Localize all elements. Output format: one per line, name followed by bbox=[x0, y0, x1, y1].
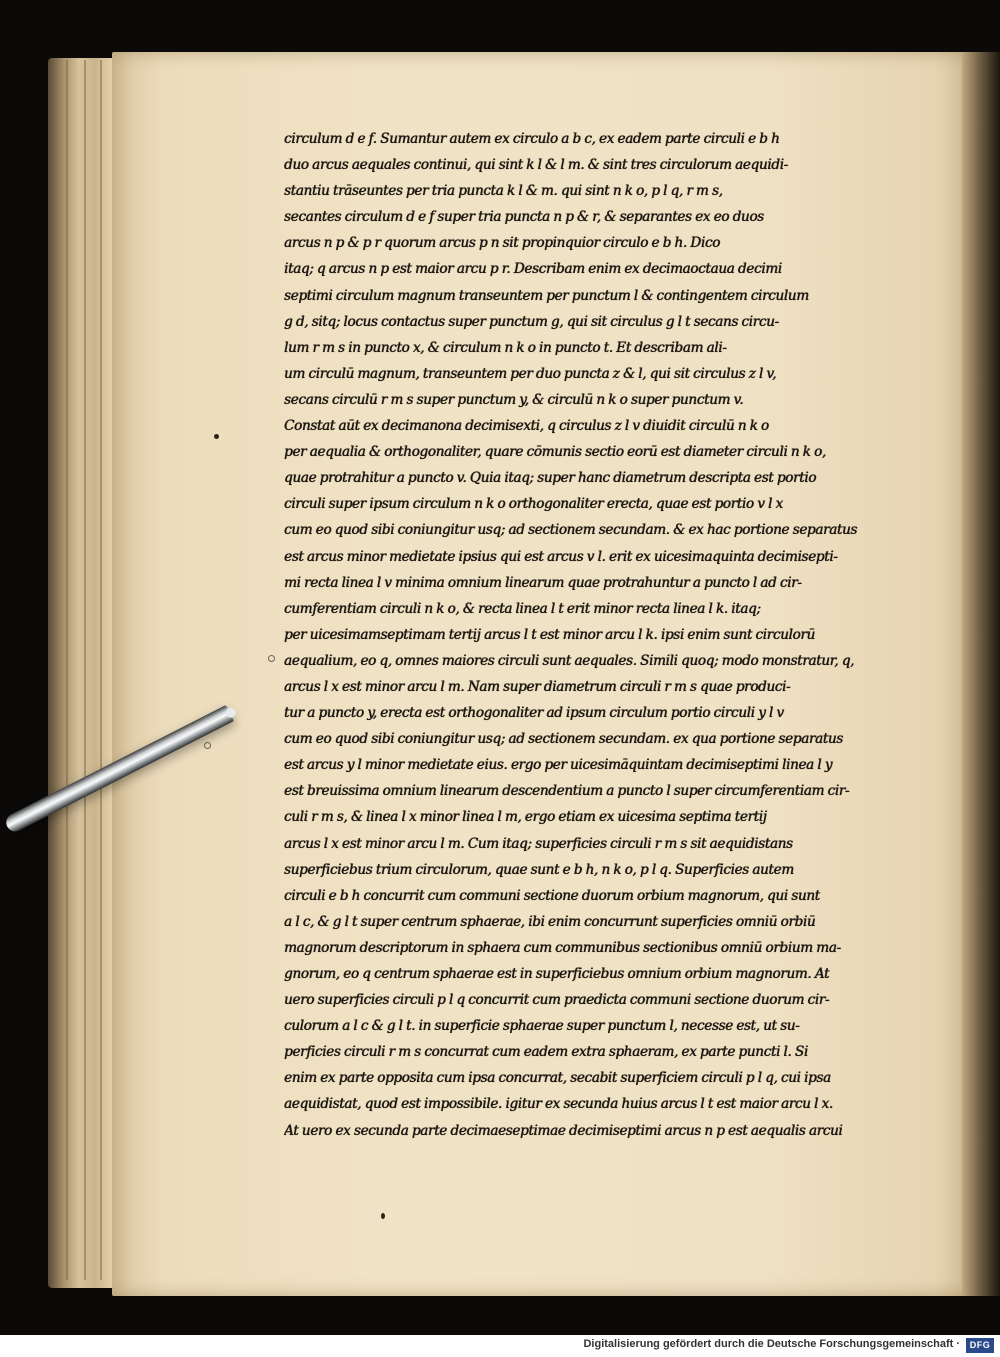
text-line: est breuissima omnium linearum descendentium a puncto l super circumferentiam cir- bbox=[284, 783, 850, 800]
text-line: circulum d e f. Sumantur autem ex circulo a b c, ex eadem parte circuli e b h bbox=[284, 131, 780, 147]
text-line: arcus l x est minor arcu l m. Cum itaq; superficies circuli r m s sit aequidistans bbox=[284, 835, 793, 852]
page-edge-line bbox=[84, 60, 86, 1280]
ink-ring bbox=[268, 655, 275, 662]
text-line: arcus l x est minor arcu l m. Nam super diametrum circuli r m s quae produci- bbox=[284, 678, 791, 695]
text-line: uero superficies circuli p l q concurrit cum praedicta communi sectione duorum cir- bbox=[284, 992, 830, 1009]
text-line: duo arcus aequales continui, qui sint k l & l m. & sint tres circulorum aequidi- bbox=[284, 157, 788, 174]
text-line: mi recta linea l v minima omnium linearum quae protrahuntur a puncto l ad cir- bbox=[284, 574, 802, 591]
text-line: cumferentiam circuli n k o, & recta linea l t erit minor recta linea l k. itaq; bbox=[284, 600, 761, 617]
text-line: um circulū magnum, transeuntem per duo puncta z & l, qui sit circulus z l v, bbox=[284, 365, 777, 382]
ink-spot bbox=[214, 434, 219, 439]
text-line: est arcus minor medietate ipsius qui est arcus v l. erit ex uicesimaquinta decimisepti- bbox=[284, 548, 838, 565]
text-line: secans circulū r m s super punctum y, & circulū n k o super punctum v. bbox=[284, 391, 744, 408]
text-line: magnorum descriptorum in sphaera cum communibus sectionibus omniū orbium ma- bbox=[284, 939, 841, 956]
text-line: cum eo quod sibi coniungitur usq; ad sectionem secundam. ex qua portione separatus bbox=[284, 731, 843, 748]
text-line: circuli super ipsum circulum n k o orthogonaliter erecta, quae est portio v l x bbox=[284, 496, 783, 513]
text-line: cum eo quod sibi coniungitur usq; ad sectionem secundam. & ex hac portione separatus bbox=[284, 522, 858, 539]
text-line: superficiebus trium circulorum, quae sunt e b h, n k o, p l q. Superficies autem bbox=[284, 861, 794, 878]
text-line: quae protrahitur a puncto v. Quia itaq; super hanc diametrum descripta est portio bbox=[284, 470, 817, 487]
text-line: itaq; q arcus n p est maior arcu p r. Describam enim ex decimaoctaua decimi bbox=[284, 261, 782, 278]
dfg-logo: DFG bbox=[966, 1338, 994, 1353]
dfg-credit-text: Digitalisierung gefördert durch die Deutsche Forschungsgemeinschaft · bbox=[583, 1338, 960, 1350]
text-line: Constat aūt ex decimanona decimisexti, q circulus z l v diuidit circulū n k o bbox=[284, 418, 769, 435]
text-line: circuli e b h concurrit cum communi sectione duorum orbium magnorum, qui sunt bbox=[284, 887, 820, 904]
text-line: culorum a l c & g l t. in superficie sphaerae super punctum l, necesse est, ut su- bbox=[284, 1018, 800, 1035]
page-text-block bbox=[284, 126, 934, 1144]
text-line: perficies circuli r m s concurrat cum eadem extra sphaeram, ex parte puncti l. Si bbox=[284, 1044, 808, 1061]
text-line: enim ex parte opposita cum ipsa concurrat, secabit superficiem circuli p l q, cui ipsa bbox=[284, 1070, 831, 1087]
ink-spot bbox=[381, 1213, 385, 1219]
text-line: stantiu trāseuntes per tria puncta k l & m. qui sint n k o, p l q, r m s, bbox=[284, 183, 723, 200]
page-edge-line bbox=[100, 60, 102, 1280]
text-line: per aequalia & orthogonaliter, quare cōmunis sectio eorū est diameter circuli n k o, bbox=[284, 444, 826, 461]
text-line: a l c, & g l t super centrum sphaerae, ibi enim concurrunt superficies omniū orbiū bbox=[284, 913, 816, 930]
text-line: per uicesimamseptimam tertij arcus l t est minor arcu l k. ipsi enim sunt circulorū bbox=[284, 626, 815, 643]
text-line: arcus n p & p r quorum arcus p n sit propinquior circulo e b h. Dico bbox=[284, 235, 720, 252]
text-line: aequalium, eo q, omnes maiores circuli sunt aequales. Simili quoq; modo monstratur, q, bbox=[284, 652, 855, 669]
text-line: aequidistat, quod est impossibile. igitur ex secunda huius arcus l t est maior arcu l x. bbox=[284, 1096, 833, 1113]
text-line: septimi circulum magnum transeuntem per punctum l & contingentem circulum bbox=[284, 287, 809, 304]
text-line: secantes circulum d e f super tria puncta n p & r, & separantes ex eo duos bbox=[284, 209, 764, 226]
text-line: gnorum, eo q centrum sphaerae est in superficiebus omnium orbium magnorum. At bbox=[284, 966, 830, 982]
page-edge-line bbox=[66, 60, 68, 1280]
text-line: culi r m s, & linea l x minor linea l m, ergo etiam ex uicesima septima tertij bbox=[284, 809, 767, 826]
text-line: g d, sitq; locus contactus super punctum g, qui sit circulus g l t secans circu- bbox=[284, 313, 779, 330]
text-line: tur a puncto y, erecta est orthogonaliter ad ipsum circulum portio circuli y l v bbox=[284, 705, 784, 722]
text-line: lum r m s in puncto x, & circulum n k o in puncto t. Et describam ali- bbox=[284, 339, 727, 356]
digitization-footer bbox=[0, 1335, 1000, 1357]
text-line: est arcus y l minor medietate eius. ergo per uicesimāquintam decimiseptimi linea l y bbox=[284, 757, 833, 774]
ink-ring bbox=[204, 742, 211, 749]
book-gutter bbox=[962, 52, 1000, 1296]
text-line: At uero ex secunda parte decimaeseptimae decimiseptimi arcus n p est aequalis arcui bbox=[284, 1122, 843, 1139]
